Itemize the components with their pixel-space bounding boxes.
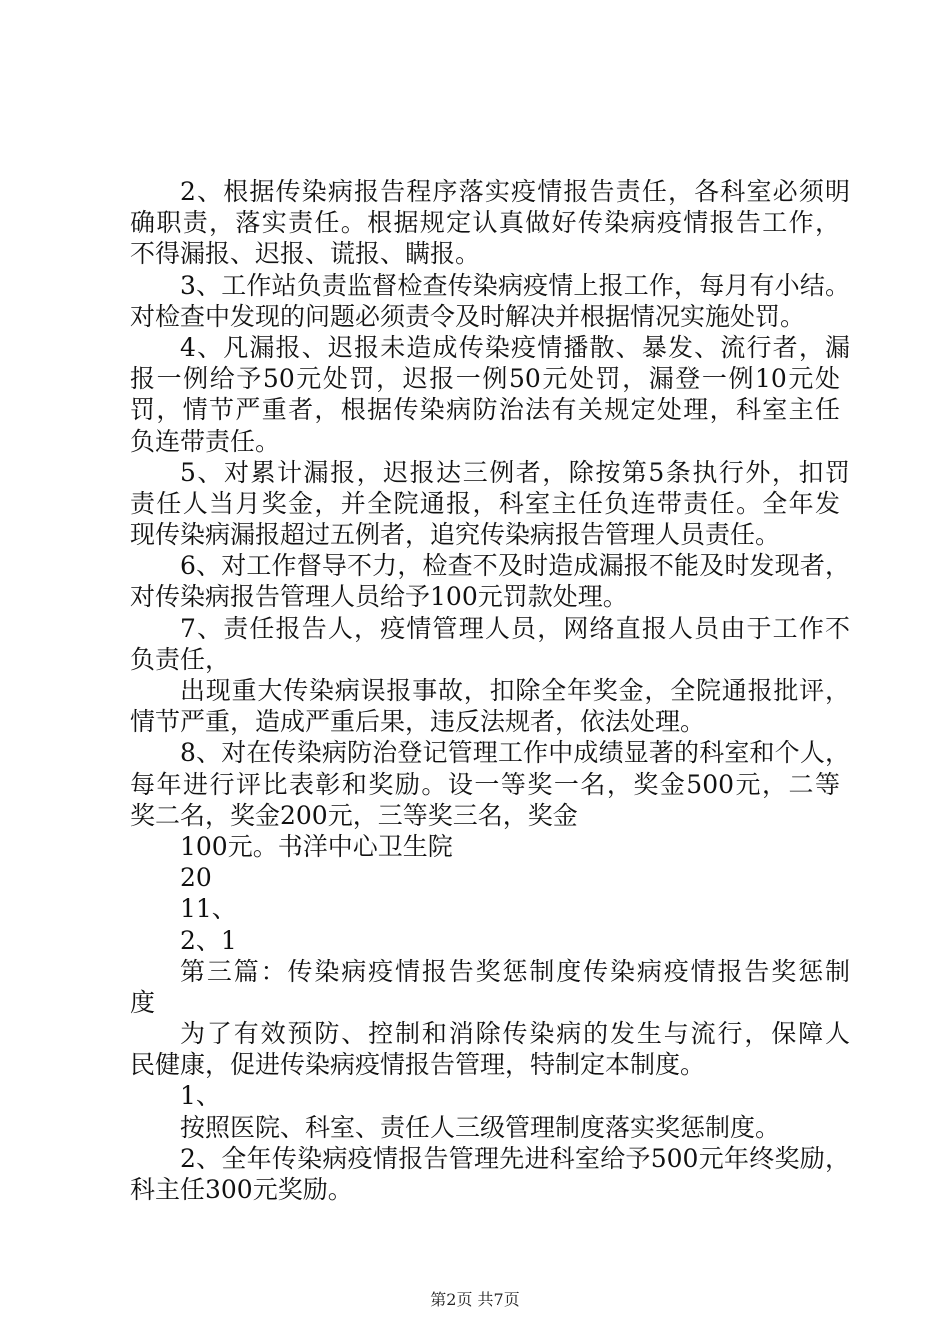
paragraph-line: 对检查中发现的问题必须责令及时解决并根据情况实施处罚。: [130, 301, 806, 331]
paragraph-line: 现传染病漏报超过五例者，追究传染病报告管理人员责任。: [130, 520, 781, 550]
paragraph-line: 报一例给予50元处罚，迟报一例50元处罚，漏登一例10元处: [130, 364, 840, 394]
paragraph-line: 罚，情节严重者，根据传染病防治法有关规定处理，科室主任: [130, 395, 840, 425]
paragraph-line: 责任人当月奖金，并全院通报，科室主任负连带责任。全年发: [130, 488, 840, 518]
paragraph-line: 负连带责任。: [130, 426, 281, 456]
section-heading-line: 度: [130, 987, 156, 1017]
section-heading-line: 第三篇：传染病疫情报告奖惩制度传染病疫情报告奖惩制: [180, 956, 850, 986]
paragraph-line: 为了有效预防、控制和消除传染病的发生与流行，保障人: [180, 1019, 850, 1049]
paragraph-line: 6、对工作督导不力，检查不及时造成漏报不能及时发现者，: [180, 551, 850, 581]
paragraph-line: 8、对在传染病防治登记管理工作中成绩显著的科室和个人，: [180, 738, 850, 768]
paragraph-line: 不得漏报、迟报、谎报、瞒报。: [130, 239, 481, 269]
date-line: 11、: [180, 894, 237, 924]
paragraph-line: 每年进行评比表彰和奖励。设一等奖一名，奖金500元，二等: [130, 769, 840, 799]
paragraph-line: 负责任，: [130, 644, 231, 674]
paragraph-line: 3、工作站负责监督检查传染病疫情上报工作，每月有小结。: [180, 270, 850, 300]
paragraph-line: 1、: [180, 1081, 221, 1111]
paragraph-line: 5、对累计漏报，迟报达三例者，除按第5条执行外，扣罚: [180, 457, 850, 487]
page-number-footer: 第2页 共7页: [430, 1290, 520, 1309]
paragraph-line: 2、全年传染病疫情报告管理先进科室给予500元年终奖励，: [180, 1143, 850, 1173]
document-body: [130, 176, 850, 1205]
paragraph-line: 按照医院、科室、责任人三级管理制度落实奖惩制度。: [180, 1112, 781, 1142]
paragraph-line: 4、凡漏报、迟报未造成传染疫情播散、暴发、流行者，漏: [180, 332, 850, 362]
paragraph-line: 确职责，落实责任。根据规定认真做好传染病疫情报告工作，: [130, 208, 840, 238]
paragraph-line: 民健康，促进传染病疫情报告管理，特制定本制度。: [130, 1050, 706, 1080]
paragraph-line: 出现重大传染病误报事故，扣除全年奖金，全院通报批评，: [180, 676, 850, 705]
paragraph-line: 对传染病报告管理人员给予100元罚款处理。: [130, 582, 628, 612]
date-line: 20: [180, 863, 212, 893]
paragraph-line: 7、责任报告人，疫情管理人员，网络直报人员由于工作不: [180, 613, 850, 643]
paragraph-line: 情节严重，造成严重后果，违反法规者，依法处理。: [130, 707, 706, 737]
paragraph-line: 奖二名，奖金200元，三等奖三名，奖金: [130, 800, 578, 830]
paragraph-line: 科主任300元奖励。: [130, 1175, 353, 1204]
signature-line: 100元。书洋中心卫生院: [180, 831, 453, 861]
date-line: 2、1: [180, 925, 237, 955]
paragraph-line: 2、根据传染病报告程序落实疫情报告责任，各科室必须明: [180, 177, 850, 206]
